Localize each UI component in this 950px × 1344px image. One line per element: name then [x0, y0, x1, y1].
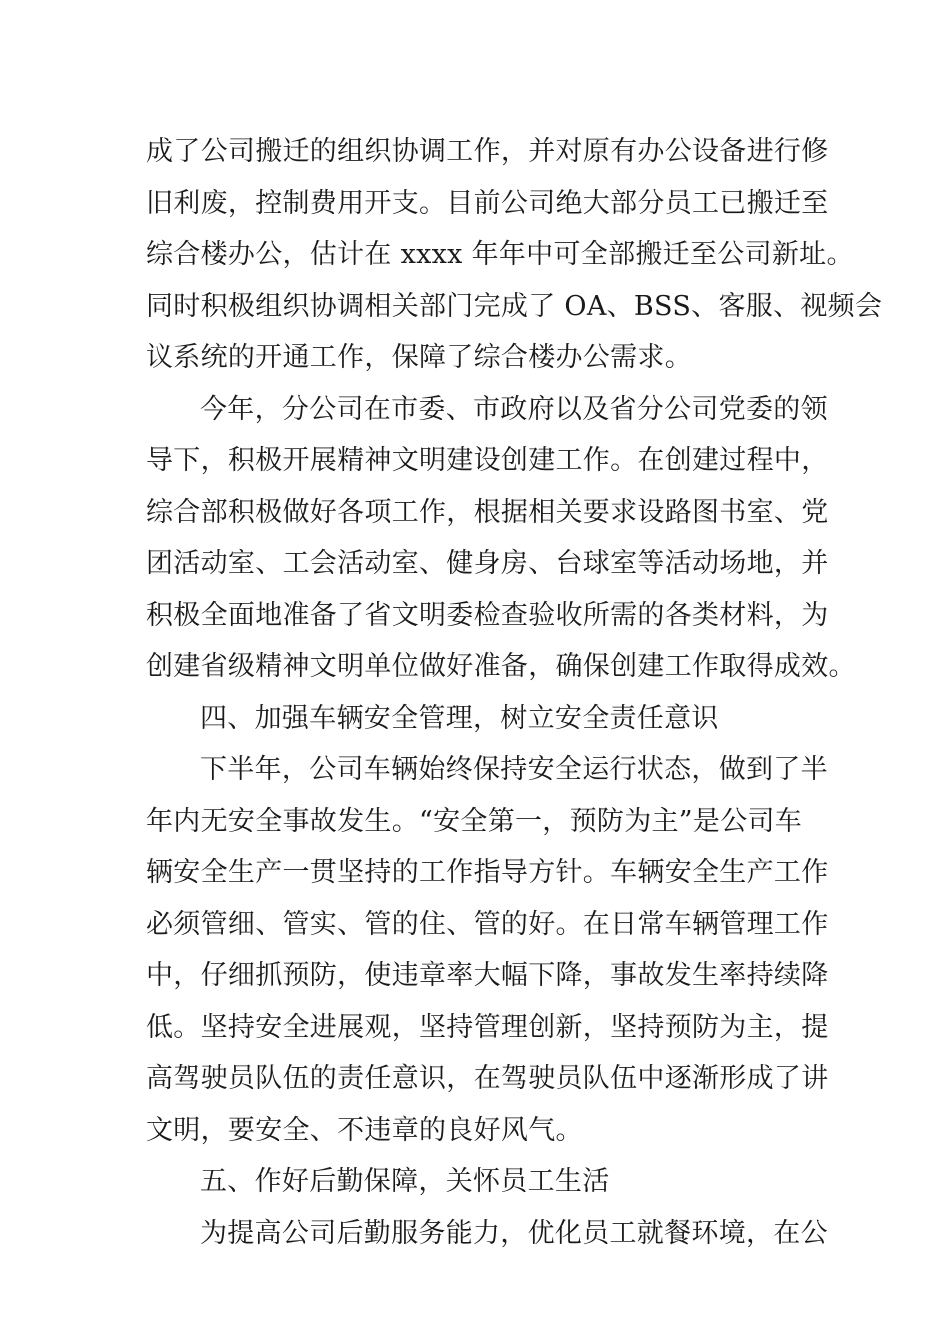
text-line: 文明，要安全、不违章的良好风气。	[146, 1114, 583, 1146]
text-line: 成了公司搬迁的组织协调工作，并对原有办公设备进行修	[146, 136, 829, 167]
text-line: 高驾驶员队伍的责任意识，在驾驶员队伍中逐渐形成了讲	[146, 1063, 829, 1094]
text-line: 年内无安全事故发生。“安全第一，预防为主”是公司车	[146, 805, 803, 837]
text-line: 低。坚持安全进展观，坚持管理创新，坚持预防为主，提	[146, 1011, 829, 1043]
text-line: 团活动室、工会活动室、健身房、台球室等活动场地，并	[146, 548, 829, 579]
section-heading: 四、加强车辆安全管理，树立安全责任意识	[200, 702, 719, 734]
text-line: 积极全面地准备了省文明委检查验收所需的各类材料，为	[146, 599, 829, 631]
document-body	[146, 126, 883, 1259]
text-line: 下半年，公司车辆始终保持安全运行状态，做到了半	[200, 754, 828, 785]
text-line: 同时积极组织协调相关部门完成了 OA、BSS、客服、视频会	[146, 290, 883, 322]
text-line: 旧利废，控制费用开支。目前公司绝大部分员工已搬迁至	[146, 187, 829, 219]
section-heading: 五、作好后勤保障，关怀员工生活	[200, 1166, 610, 1197]
text-line: 今年，分公司在市委、市政府以及省分公司党委的领	[200, 393, 828, 425]
text-line: 为提高公司后勤服务能力，优化员工就餐环境，在公	[200, 1217, 828, 1249]
text-line: 导下，积极开展精神文明建设创建工作。在创建过程中，	[146, 445, 829, 476]
text-line: 议系统的开通工作，保障了综合楼办公需求。	[146, 342, 692, 373]
text-line: 综合楼办公，估计在 xxxx 年年中可全部搬迁至公司新址。	[146, 239, 854, 270]
text-line: 必须管细、管实、管的住、管的好。在日常车辆管理工作	[146, 908, 829, 940]
text-line: 辆安全生产一贯坚持的工作指导方针。车辆安全生产工作	[146, 857, 829, 888]
text-line: 创建省级精神文明单位做好准备，确保创建工作取得成效。	[146, 651, 856, 682]
text-line: 综合部积极做好各项工作，根据相关要求设路图书室、党	[146, 496, 829, 528]
text-line: 中，仔细抓预防，使违章率大幅下降，事故发生率持续降	[146, 960, 829, 991]
